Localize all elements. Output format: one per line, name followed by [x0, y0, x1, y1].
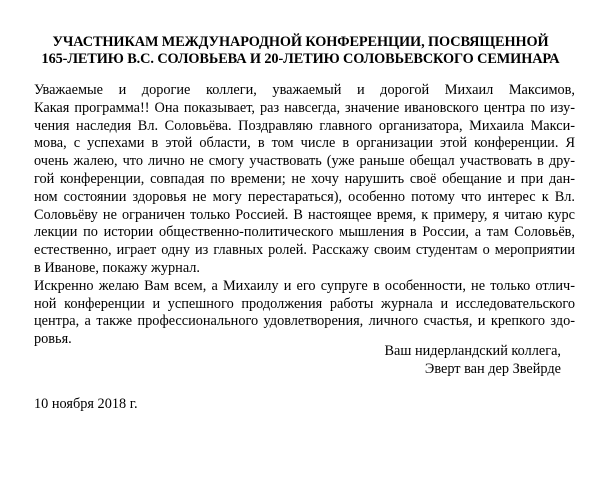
body-line: чения наследия Вл. Соловьёва. Поздравляю главного организатора, Михаила Макси- [34, 117, 575, 134]
body-line: Какая программа!! Она показывает, раз навсегда, значение ивановского центра по изу- [34, 99, 575, 116]
body-line: центра, а также профессионального удовлетворения, личного счастья, и крепкого здо- [34, 313, 575, 330]
body-line: Искренно желаю Вам всем, а Михаилу и его супруге в особенности, не только отлич- [34, 277, 575, 294]
body-line: в Иванове, покажу журнал. [34, 259, 200, 276]
body-line: ровья. [34, 331, 72, 348]
signature-greeting: Ваш нидерландский коллега, [384, 343, 561, 359]
body-line: очень жалею, что лично не смогу участвовать (уже раньше обещал участвовать в дру- [34, 153, 575, 170]
body-line: Соловьёву не ограничен только Россией. В настоящее время, к примеру, я читаю курс [34, 206, 575, 223]
signature-name: Эверт ван дер Звейрде [424, 361, 561, 377]
body-line: ном состоянии здоровья не могу перестараться), особенно потому что интерес к Вл. [34, 188, 575, 205]
letter-date: 10 ноября 2018 г. [34, 396, 138, 412]
body-line: гой конференции, совпадая по времени; не хочу нарушить своё обещание и при дан- [34, 170, 575, 187]
letter-body [34, 82, 575, 349]
body-line: Уважаемые и дорогие коллеги, уважаемый и дорогой Михаил Максимов, [34, 82, 575, 98]
body-line: мова, с успехами в этой области, в том числе в организации этой конференции. Я [34, 135, 575, 152]
body-line: естественно, играет одну из главных ролей. Расскажу своим студентам о мероприятии [34, 242, 575, 259]
title-line-2: 165-ЛЕТИЮ В.С. СОЛОВЬЕВА И 20-ЛЕТИЮ СОЛОВЬЕВСКОГО СЕМИНАРА [41, 51, 560, 67]
title-line-1: УЧАСТНИКАМ МЕЖДУНАРОДНОЙ КОНФЕРЕНЦИИ, ПОСВЯЩЕННОЙ [52, 34, 549, 50]
body-line: лекции по истории общественно-политического мышления в России, а там Соловьёв, [34, 224, 575, 241]
body-line: ной конференции и успешного продолжения работы журнала и исследовательского [34, 295, 575, 312]
